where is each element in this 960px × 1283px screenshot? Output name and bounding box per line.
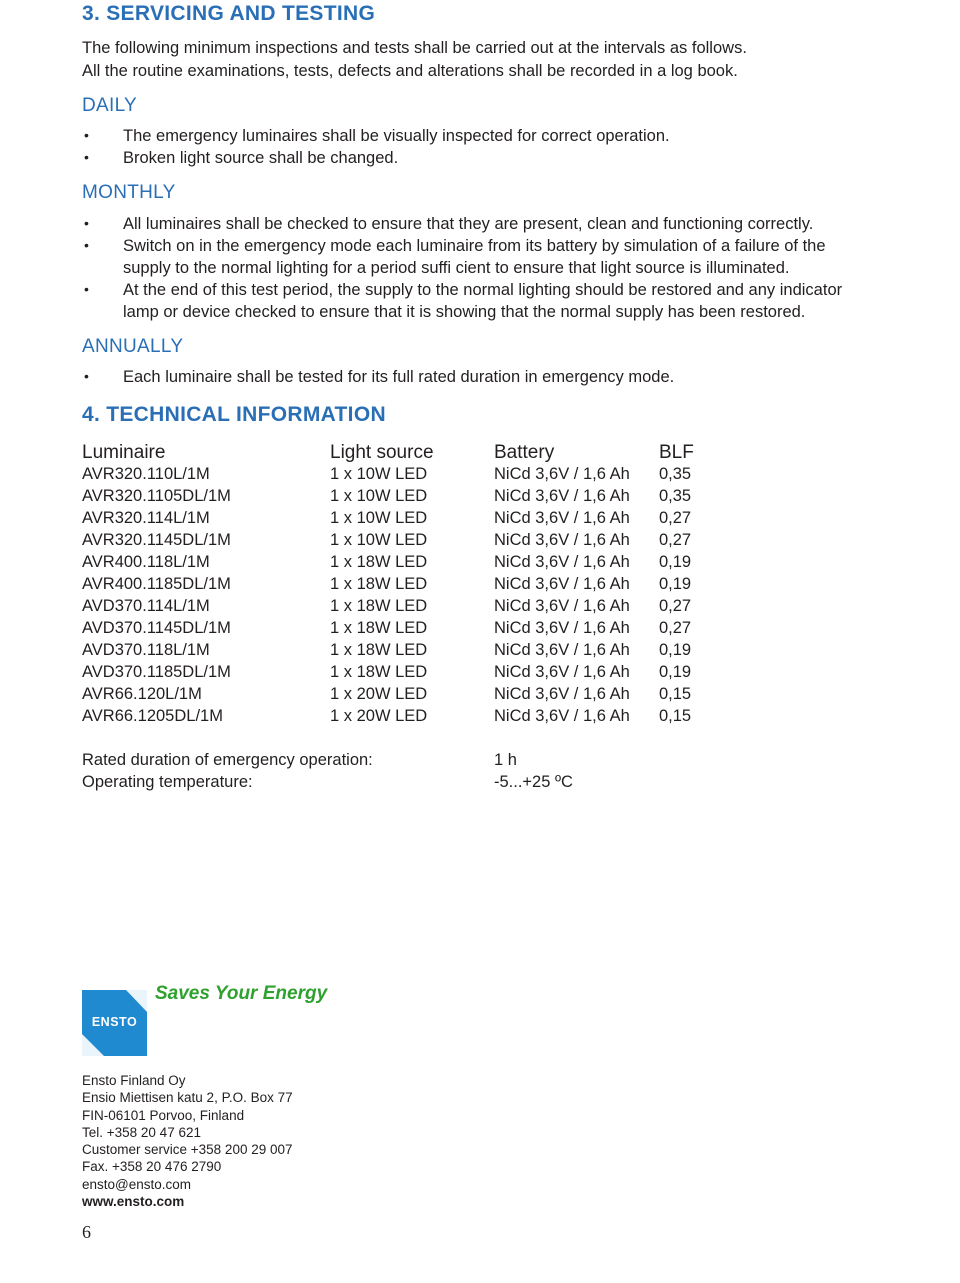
cell-blf: 0,35 (659, 487, 692, 505)
bullet-icon: • (84, 149, 89, 165)
monthly-item-2-line-1: Switch on in the emergency mode each luminaire from its battery by simulation of a failure of the (123, 237, 826, 255)
cell-battery: NiCd 3,6V / 1,6 Ah (494, 663, 630, 681)
annually-heading: ANNUALLY (82, 336, 184, 357)
cell-light-source: 1 x 18W LED (330, 619, 428, 637)
cell-blf: 0,19 (659, 575, 692, 593)
contact-line: Ensio Miettisen katu 2, P.O. Box 77 (82, 1090, 293, 1106)
daily-item-2: Broken light source shall be changed. (123, 149, 399, 167)
contact-line: Fax. +358 20 476 2790 (82, 1159, 222, 1175)
cell-battery: NiCd 3,6V / 1,6 Ah (494, 619, 630, 637)
spec-value-rated-duration: 1 h (494, 751, 517, 769)
cell-battery: NiCd 3,6V / 1,6 Ah (494, 575, 630, 593)
cell-luminaire: AVR66.120L/1M (82, 685, 202, 703)
logo-text: ENSTO (91, 1015, 138, 1029)
cell-light-source: 1 x 18W LED (330, 663, 428, 681)
cell-luminaire: AVR400.1185DL/1M (82, 575, 231, 593)
cell-blf: 0,19 (659, 663, 692, 681)
cell-blf: 0,27 (659, 531, 692, 549)
spec-label-rated-duration: Rated duration of emergency operation: (82, 751, 373, 769)
page-number: 6 (82, 1222, 91, 1242)
cell-luminaire: AVR320.110L/1M (82, 465, 210, 483)
cell-light-source: 1 x 18W LED (330, 553, 428, 571)
spec-label-operating-temperature: Operating temperature: (82, 773, 253, 791)
cell-blf: 0,27 (659, 597, 692, 615)
cell-battery: NiCd 3,6V / 1,6 Ah (494, 597, 630, 615)
cell-battery: NiCd 3,6V / 1,6 Ah (494, 487, 630, 505)
col-header-battery: Battery (494, 442, 555, 463)
bullet-icon: • (84, 281, 89, 297)
cell-blf: 0,19 (659, 641, 692, 659)
bullet-icon: • (84, 215, 89, 231)
monthly-item-1: All luminaires shall be checked to ensure that they are present, clean and functioning correctly. (123, 215, 814, 233)
spec-value-operating-temperature: -5...+25 ºC (494, 773, 573, 791)
cell-blf: 0,15 (659, 707, 692, 725)
cell-light-source: 1 x 20W LED (330, 707, 428, 725)
daily-heading: DAILY (82, 95, 138, 116)
cell-light-source: 1 x 18W LED (330, 597, 428, 615)
ensto-logo (82, 990, 147, 1056)
monthly-item-3-line-1: At the end of this test period, the supply to the normal lighting should be restored and any indicator (123, 281, 843, 299)
intro-line-1: The following minimum inspections and tests shall be carried out at the intervals as follows. (82, 39, 747, 57)
contact-line: FIN-06101 Porvoo, Finland (82, 1107, 245, 1123)
cell-battery: NiCd 3,6V / 1,6 Ah (494, 531, 630, 549)
col-header-luminaire: Luminaire (82, 442, 166, 463)
annually-item-1: Each luminaire shall be tested for its full rated duration in emergency mode. (123, 368, 675, 386)
cell-battery: NiCd 3,6V / 1,6 Ah (494, 553, 630, 571)
contact-block (82, 1072, 293, 1193)
cell-luminaire: AVR320.114L/1M (82, 509, 210, 527)
cell-blf: 0,35 (659, 465, 692, 483)
section-title-technical: 4. TECHNICAL INFORMATION (82, 403, 386, 426)
cell-luminaire: AVR320.1145DL/1M (82, 531, 231, 549)
daily-item-1: The emergency luminaires shall be visually inspected for correct operation. (123, 127, 670, 145)
monthly-item-3-line-2: lamp or device checked to ensure that it is showing that the normal supply has been restored. (123, 303, 806, 321)
cell-blf: 0,27 (659, 619, 692, 637)
cell-luminaire: AVR320.1105DL/1M (82, 487, 231, 505)
cell-light-source: 1 x 20W LED (330, 685, 428, 703)
cell-light-source: 1 x 10W LED (330, 531, 428, 549)
cell-battery: NiCd 3,6V / 1,6 Ah (494, 465, 630, 483)
cell-luminaire: AVR66.1205DL/1M (82, 707, 223, 725)
cell-blf: 0,15 (659, 685, 692, 703)
cell-blf: 0,19 (659, 553, 692, 571)
intro-line-2: All the routine examinations, tests, defects and alterations shall be recorded in a log book. (82, 62, 738, 80)
cell-battery: NiCd 3,6V / 1,6 Ah (494, 707, 630, 725)
contact-line: ensto@ensto.com (82, 1176, 192, 1192)
cell-battery: NiCd 3,6V / 1,6 Ah (494, 685, 630, 703)
contact-line: Ensto Finland Oy (82, 1073, 186, 1088)
cell-light-source: 1 x 10W LED (330, 465, 428, 483)
cell-blf: 0,27 (659, 509, 692, 527)
section-title-servicing: 3. SERVICING AND TESTING (82, 2, 376, 25)
tagline: Saves Your Energy (155, 983, 328, 1004)
cell-luminaire: AVD370.114L/1M (82, 597, 210, 615)
cell-light-source: 1 x 10W LED (330, 509, 428, 527)
contact-line: Tel. +358 20 47 621 (82, 1124, 201, 1140)
cell-luminaire: AVD370.1145DL/1M (82, 619, 231, 637)
cell-luminaire: AVD370.118L/1M (82, 641, 210, 659)
website-link[interactable]: www.ensto.com (82, 1194, 185, 1209)
cell-light-source: 1 x 18W LED (330, 641, 428, 659)
monthly-item-2-line-2: supply to the normal lighting for a period suffi cient to ensure that light source is illuminated. (123, 259, 790, 277)
cell-light-source: 1 x 10W LED (330, 487, 428, 505)
monthly-heading: MONTHLY (82, 182, 176, 203)
cell-battery: NiCd 3,6V / 1,6 Ah (494, 641, 630, 659)
cell-luminaire: AVR400.118L/1M (82, 553, 210, 571)
bullet-icon: • (84, 237, 89, 253)
cell-battery: NiCd 3,6V / 1,6 Ah (494, 509, 630, 527)
contact-line: Customer service +358 200 29 007 (82, 1142, 293, 1158)
col-header-blf: BLF (659, 442, 694, 463)
col-header-light-source: Light source (330, 442, 434, 463)
bullet-icon: • (84, 368, 89, 384)
cell-light-source: 1 x 18W LED (330, 575, 428, 593)
cell-luminaire: AVD370.1185DL/1M (82, 663, 231, 681)
bullet-icon: • (84, 127, 89, 143)
